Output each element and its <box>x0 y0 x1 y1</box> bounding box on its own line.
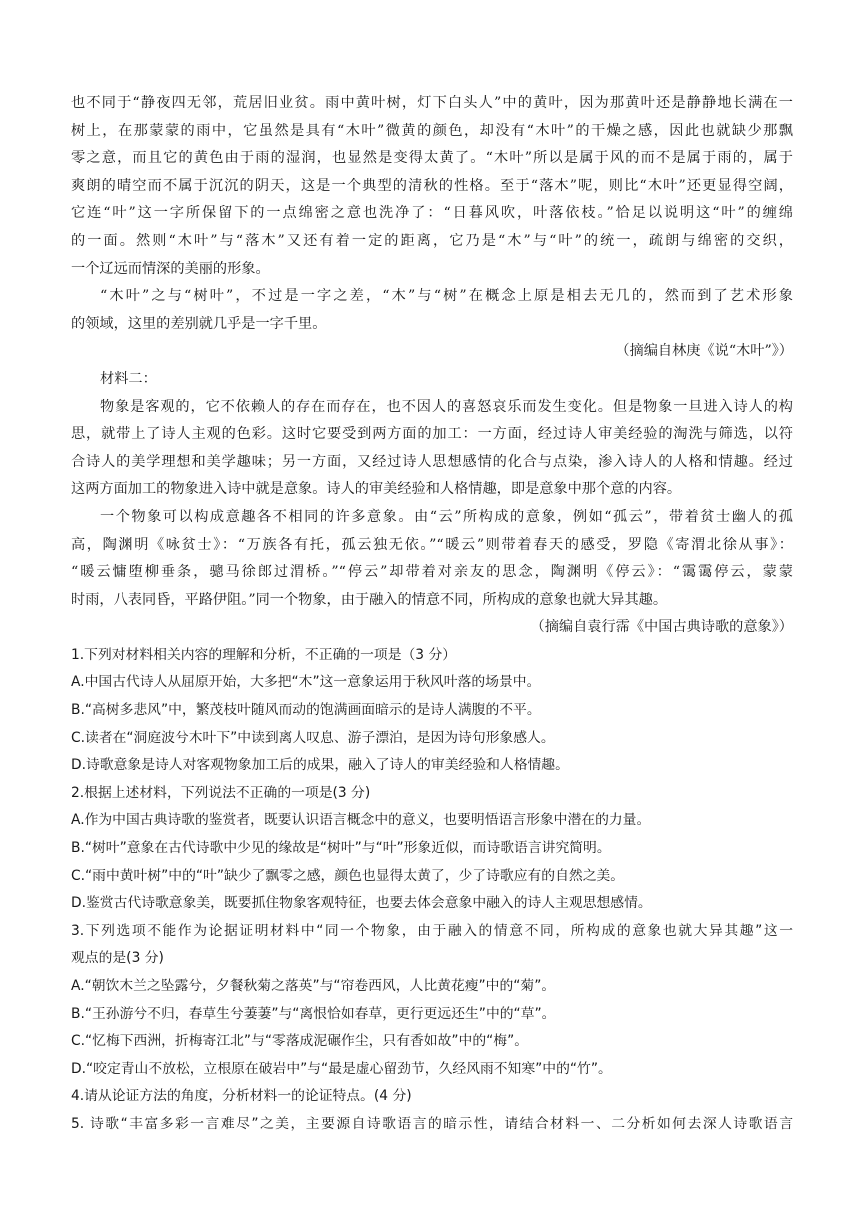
answer-option: C.读者在“洞庭波兮木叶下”中读到离人叹息、游子漂泊，是因为诗句形象感人。 <box>71 729 555 746</box>
answer-option: B.“王孙游兮不归，春草生兮萋萋”与“离恨恰如春草，更行更远还生”中的“草”。 <box>71 1005 556 1022</box>
passage-line: “木叶”之与“树叶”，不过是一字之差，“木”与“树”在概念上原是相去无几的，然而到了艺术形象 <box>100 288 793 305</box>
answer-option: D.“咬定青山不放松，立根原在破岩中”与“最是虚心留劲节，久经风雨不知寒”中的“竹”。 <box>71 1060 612 1077</box>
answer-option: B.“树叶”意象在古代诗歌中少见的缘故是“树叶”与“叶”形象近似，而诗歌语言讲究简明。 <box>71 840 611 857</box>
passage-line: 也不同于“静夜四无邻，荒居旧业贫。雨中黄叶树，灯下白头人”中的黄叶，因为那黄叶还是静静地长满在一 <box>71 95 793 111</box>
answer-option: C.“忆梅下西洲，折梅寄江北”与“零落成泥碾作尘，只有香如故”中的“梅”。 <box>71 1033 529 1050</box>
passage-line: 物象是客观的，它不依赖人的存在而存在，也不因人的喜怒哀乐而发生变化。但是物象一旦进入诗人的构 <box>100 398 793 415</box>
passage-line: 的领域，这里的差别就几乎是一字千里。 <box>71 315 327 332</box>
passage-line: 一个物象可以构成意趣各不相同的许多意象。由“云”所构成的意象，例如“孤云”，带着贫士幽人的孤 <box>100 508 793 525</box>
passage-line: 时雨，八表同昏，平路伊阻。”同一个物象，由于融入的情意不同，所构成的意象也就大异其趣。 <box>71 591 668 608</box>
question-stem: 5. 诗歌“丰富多彩一言难尽”之美，主要源自诗歌语言的暗示性，请结合材料一、二分析如何去深人诗歌语言 <box>71 1115 793 1132</box>
passage-line: 零之意，而且它的黄色由于雨的湿润，也显然是变得太黄了。“木叶”所以是属于风的而不是属于雨的，属于 <box>71 150 793 167</box>
answer-option: D.鉴赏古代诗歌意象美，既要抓住物象客观特征，也要去体会意象中融入的诗人主观思想感情。 <box>71 895 652 912</box>
passage-line: 高，陶渊明《咏贫士》：“万族各有托，孤云独无依。”“暖云”则带着春天的感受，罗隐《寄渭北徐从事》： <box>71 536 793 553</box>
passage-line: 合诗人的美学理想和美学趣味；另一方面，又经过诗人思想感情的化合与点染，渗入诗人的人格和情趣。经过 <box>71 453 793 470</box>
passage-line: 思，就带上了诗人主观的色彩。这时它要受到两方面的加工：一方面，经过诗人审美经验的淘洗与筛选，以符 <box>71 426 793 443</box>
answer-option: A.中国古代诗人从屈原开始，大多把“木”这一意象运用于秋风叶落的场景中。 <box>71 674 541 691</box>
answer-option: D.诗歌意象是诗人对客观物象加工后的成果，融入了诗人的审美经验和人格情趣。 <box>71 757 569 774</box>
answer-option: C.“雨中黄叶树”中的“叶”缺少了飘零之感，颜色也显得太黄了，少了诗歌应有的自然之美。 <box>71 867 625 884</box>
passage-line: 的一面。然则“木叶”与“落木”又还有着一定的距离，它乃是“木”与“叶”的统一，疏朗与绵密的交织， <box>71 232 793 249</box>
question-stem: 4.请从论证方法的角度，分析材料一的论证特点。(4 分) <box>71 1088 412 1105</box>
passage-line: 爽朗的晴空而不属于沉沉的阴天，这是一个典型的清秋的性格。至于“落木”呢，则比“木叶”还更显得空阔， <box>71 177 793 194</box>
passage-line: 树上，在那蒙蒙的雨中，它虽然是具有“木叶”微黄的颜色，却没有“木叶”的干燥之感，因此也就缺少那飘 <box>71 122 793 139</box>
question-stem: 2.根据上述材料，下列说法不正确的一项是(3 分) <box>71 784 371 801</box>
question-stem: 1.下列对材料相关内容的理解和分析，不正确的一项是（3 分） <box>71 646 457 663</box>
passage-line: 它连“叶”这一字所保留下的一点绵密之意也洗净了：“日暮风吹，叶落依枝。”恰足以说明这“叶”的缠绵 <box>71 205 793 222</box>
answer-option: A.作为中国古典诗歌的鉴赏者，既要认识语言概念中的意义，也要明悟语言形象中潜在的力量。 <box>71 812 651 829</box>
question-stem: 观点的是(3 分) <box>71 950 164 967</box>
answer-option: A.“朝饮木兰之坠露兮，夕餐秋菊之落英”与“帘卷西风，人比黄花瘦”中的“菊”。 <box>71 978 556 994</box>
material-heading: 材料二： <box>100 370 157 387</box>
passage-line: “暖云慵堕柳垂条，骢马徐郎过渭桥。”“停云”却带着对亲友的思念，陶渊明《停云》：“霭霭停云，蒙蒙 <box>71 564 793 581</box>
source-citation: （摘编自林庚《说“木叶”》） <box>615 343 793 360</box>
answer-option: B.“高树多悲风”中，繁茂枝叶随风而动的饱满画面暗示的是诗人满腹的不平。 <box>71 702 541 719</box>
question-stem: 3.下列选项不能作为论据证明材料中“同一个物象，由于融入的情意不同，所构成的意象也就大异其趣”这一 <box>71 922 793 939</box>
source-citation: （摘编自袁行霈《中国古典诗歌的意象》） <box>530 619 793 636</box>
document-page <box>71 90 793 1139</box>
passage-line: 这两方面加工的物象进入诗中就是意象。诗人的审美经验和人格情趣，即是意象中那个意的内容。 <box>71 481 682 498</box>
passage-line: 一个辽远而情深的美丽的形象。 <box>71 260 270 277</box>
